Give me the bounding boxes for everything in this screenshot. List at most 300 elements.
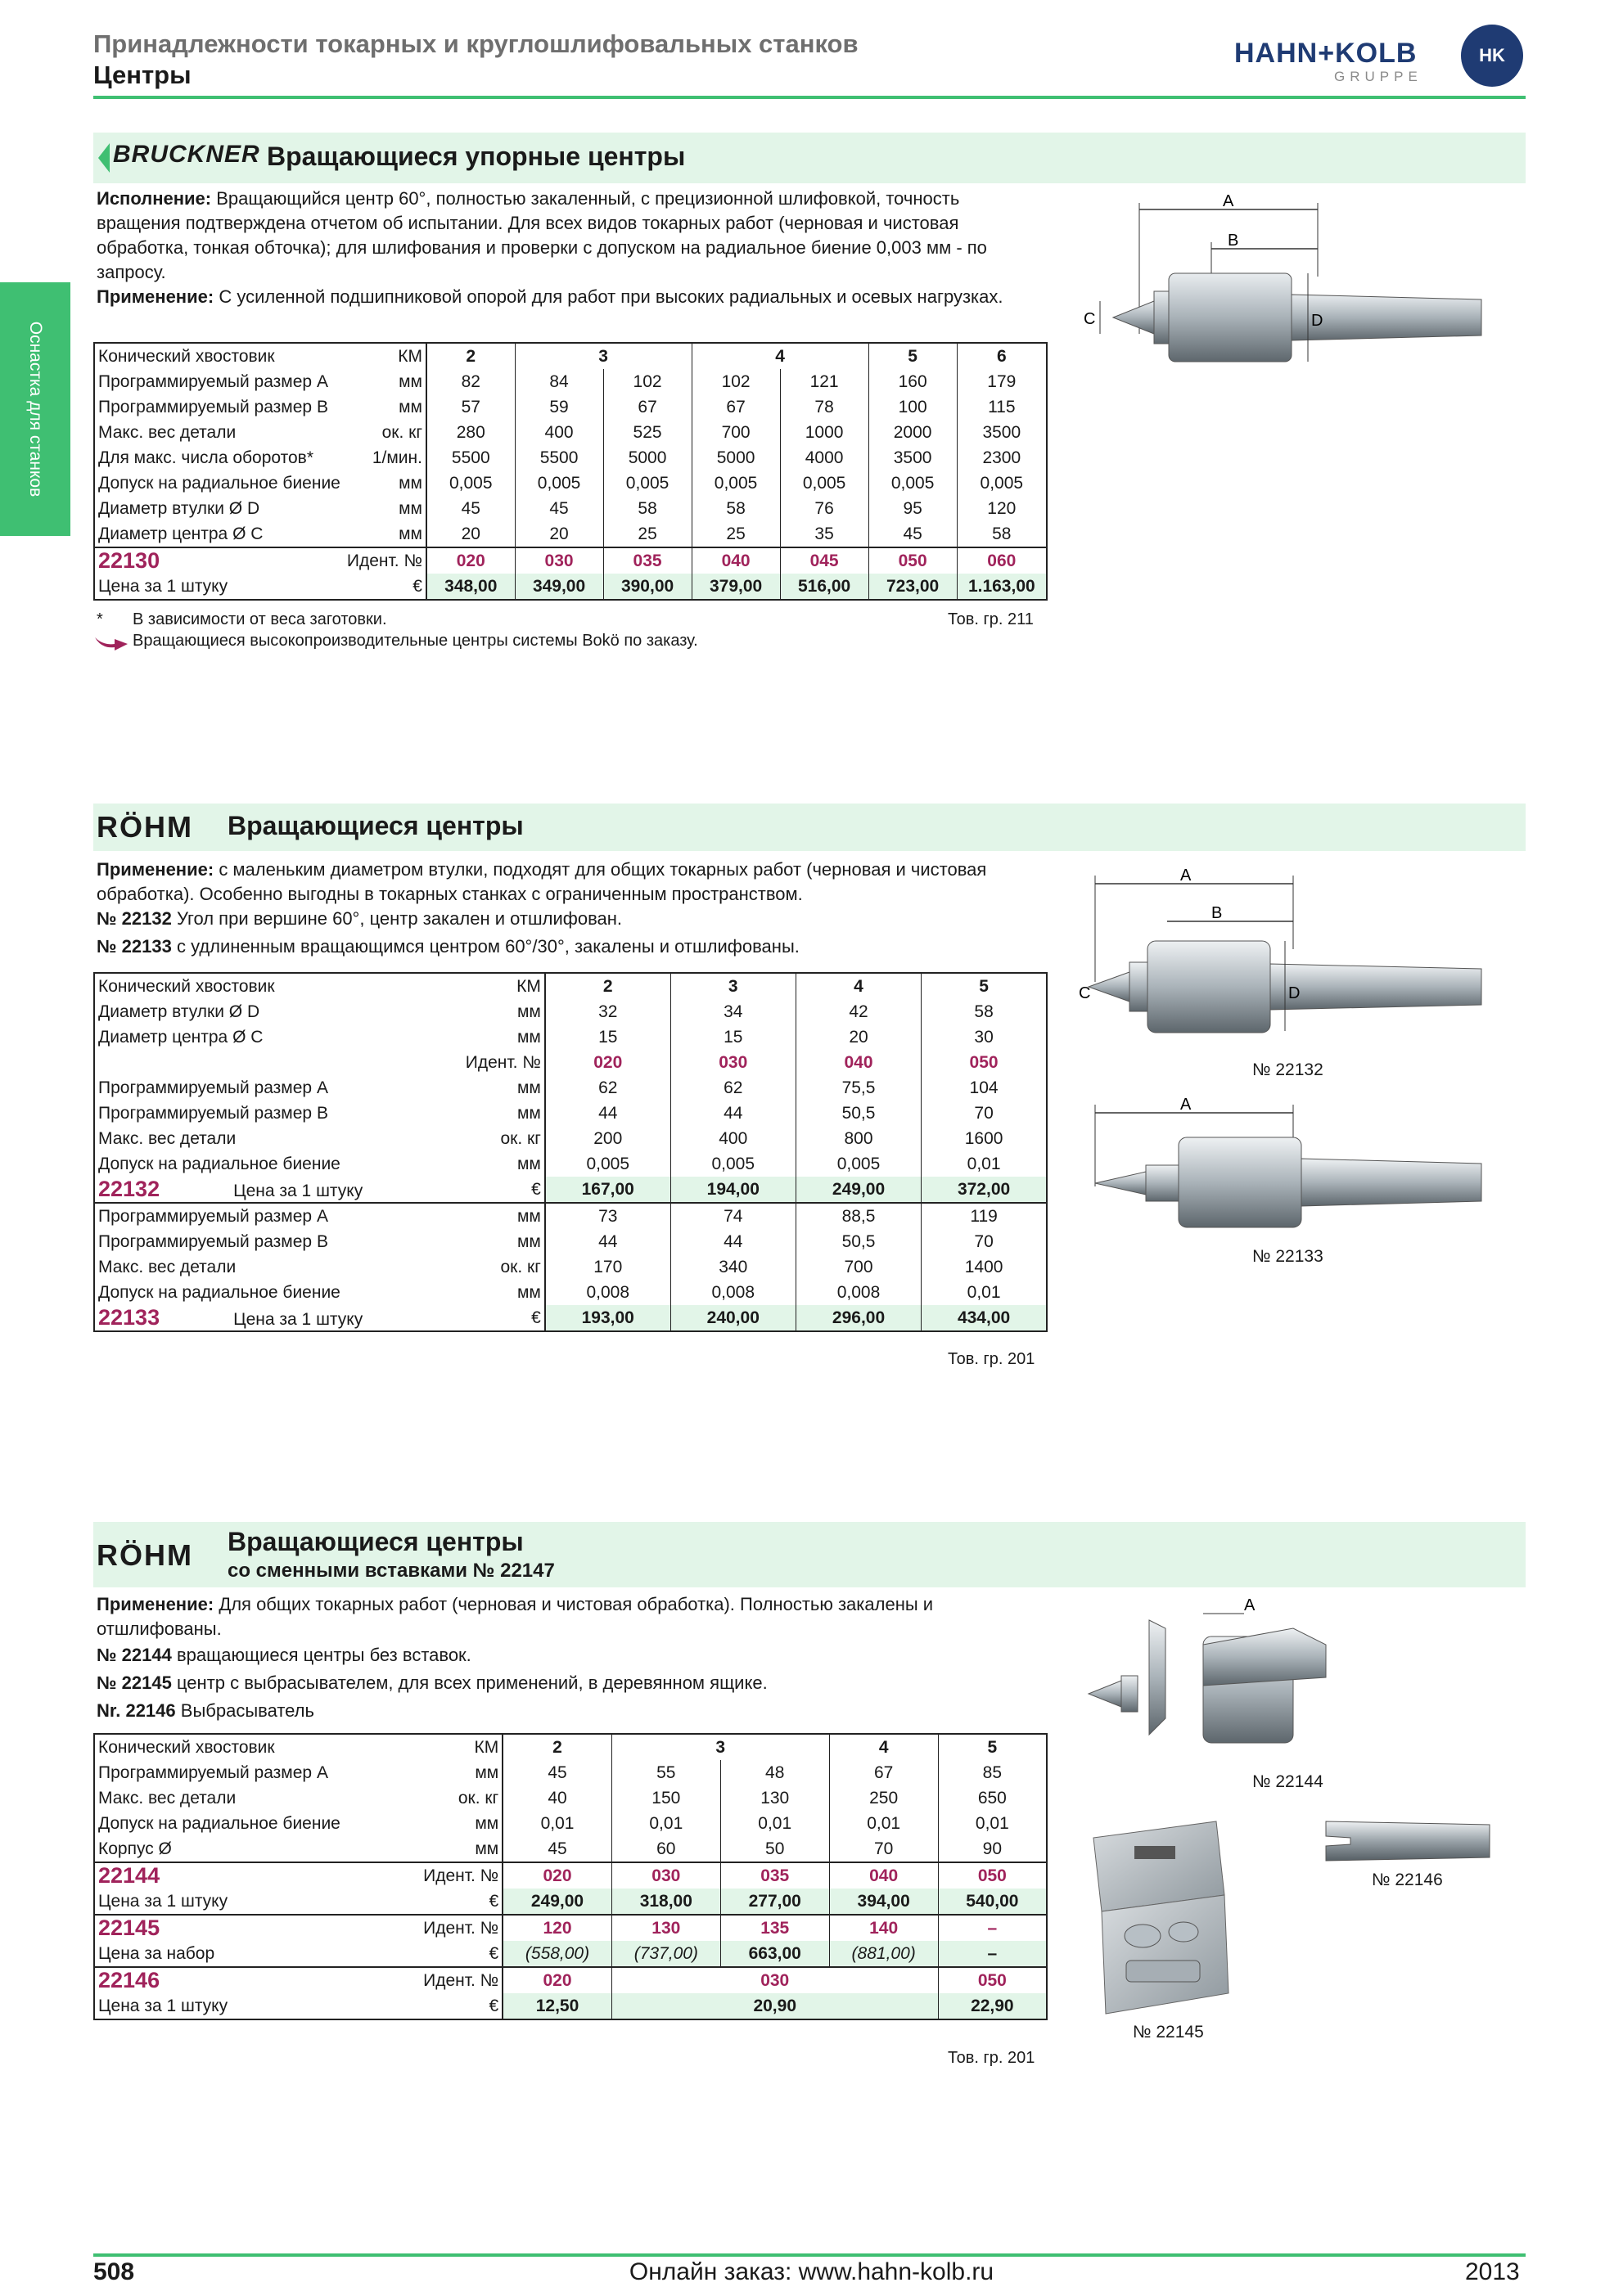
cell-value: 0,01 [967,1154,1001,1173]
cell-value: 57 [426,394,515,420]
price-value: 348,00 [426,574,515,600]
row-label: Программируемый размер A [94,1203,458,1229]
article-cell [94,547,344,574]
cell-value: 2300 [982,448,1021,467]
cell-value: 50,5 [796,1101,921,1126]
cell-value: 0,008 [796,1280,921,1305]
n1-text: Угол при вершине 60°, центр закален и отшлифован. [176,908,623,929]
row-label: Диаметр центра Ø C [98,524,264,543]
price-value: 379,00 [692,574,780,600]
row-label: Конический хвостовик [98,346,275,366]
cell-value: 3 [670,973,796,999]
cell-value: 55 [611,1760,720,1785]
row-unit: € [420,1941,503,1967]
cell-value: 44 [670,1229,796,1254]
cell-value: 340 [670,1254,796,1280]
row-label: Диаметр центра Ø C [98,1027,264,1047]
cell-value: 0,01 [720,1811,829,1836]
price-value: 240,00 [670,1305,796,1331]
row-unit: € [420,1889,503,1915]
row-unit: ок. кг [420,1785,503,1811]
ident-value: 020 [545,1050,670,1075]
spec-row [94,999,1047,1024]
cell-value: 0,005 [692,470,780,496]
cell-value: 119 [922,1203,1047,1229]
ident-value: 060 [957,547,1047,574]
exec-label: Исполнение: [97,188,212,209]
footer-rule [93,2253,1526,2257]
price-value: 663,00 [720,1941,829,1967]
row-label [94,1177,458,1203]
section3-title: Вращающиеся центры [228,1527,524,1556]
cell-value: 75,5 [796,1075,921,1101]
cell-value: 1000 [780,420,868,445]
cell-value: 58 [692,496,780,521]
cell-value: 2 [426,343,515,369]
price-value: 249,00 [796,1177,921,1203]
cell-value: 45 [868,521,957,547]
brand-logo-sub: GRUPPE [1334,69,1422,84]
header-rule [93,96,1526,99]
cell-value: 60 [611,1836,720,1862]
app-label: Применение: [97,1594,214,1614]
article-number: 22130 [98,548,160,573]
row-unit: мм [420,1836,503,1862]
ident-value: 020 [426,547,515,574]
spec-row [94,394,1047,420]
cell-value: 250 [829,1785,938,1811]
row-unit: мм [458,999,545,1024]
cell-value: 15 [545,1024,670,1050]
section2-tovgr: Тов. гр. 201 [948,1350,1035,1368]
price-row [94,574,1047,600]
svg-text:A: A [1244,1596,1256,1614]
row-unit: мм [344,496,426,521]
price-value: 516,00 [780,574,868,600]
caption-22133: № 22133 [1252,1247,1323,1266]
spec-row [94,369,1047,394]
ident-value: 030 [611,1967,938,1993]
n1-label: № 22132 [97,908,172,929]
section3-n3 [97,1699,1046,1723]
ident-value: 030 [670,1050,796,1075]
spec-row [94,1280,1047,1305]
section3-table [93,1733,1048,2020]
cell-value: 44 [670,1101,796,1126]
row-label: Программируемый размер A [98,371,328,391]
row-unit: € [420,1993,503,2019]
ident-value: 040 [796,1050,921,1075]
row-unit: Идент. № [420,1862,503,1889]
article-number: 22133 [98,1305,160,1330]
svg-text:D: D [1288,984,1301,1002]
row-unit: КМ [458,973,545,999]
svg-text:B: B [1228,232,1239,250]
row-unit: мм [344,369,426,394]
ident-value: 135 [720,1915,829,1941]
cell-value: 0,005 [426,470,515,496]
ident-row [94,1050,1047,1075]
cell-value: 85 [982,1763,1003,1782]
brand-logo-mark: HK [1461,25,1523,87]
ident-row [94,1915,1047,1941]
cell-value: 3 [611,1734,829,1760]
ident-value: 040 [829,1862,938,1889]
row-unit: ок. кг [458,1254,545,1280]
cell-value: 0,005 [545,1151,670,1177]
row-label: Программируемый размер A [98,1078,328,1097]
cell-value: 88,5 [796,1203,921,1229]
cell-value: 95 [868,496,957,521]
row-label: Для макс. числа оборотов* [98,448,314,467]
row-label [94,1305,458,1331]
spec-row [94,521,1047,547]
cell-value: 4 [692,343,868,369]
price-value: 723,00 [868,574,957,600]
row-unit: ок. кг [458,1126,545,1151]
cell-value: 525 [603,420,692,445]
price-row [94,1941,1047,1967]
wooden-case-drawing-22145 [1085,1813,1233,2018]
ident-value: 050 [868,547,957,574]
brand-bruckner: BRUCKNER [113,141,260,168]
cell-value: 15 [670,1024,796,1050]
ident-row [94,1967,1047,1993]
caption-22146: № 22146 [1372,1871,1443,1889]
cell-value: 0,005 [780,470,868,496]
cell-value: 0,008 [670,1280,796,1305]
row-unit: мм [458,1075,545,1101]
section2-n2 [97,934,1046,959]
row-label: Макс. вес детали [98,422,237,442]
article-cell [94,1915,420,1941]
brand-rohm: RÖHM [97,810,193,844]
svg-text:C: C [1084,310,1096,328]
price-value: 22,90 [938,1993,1047,2019]
row-label [94,1050,458,1075]
row-label: Конический хвостовик [98,1737,275,1757]
ident-value: 050 [969,1052,999,1072]
live-center-drawing-1 [1080,192,1506,391]
ident-value: – [938,1915,1047,1941]
row-label: Диаметр втулки Ø D [98,1002,260,1021]
cell-value: 200 [545,1126,670,1151]
row-unit: мм [458,1101,545,1126]
row-label: Программируемый размер A [98,1763,328,1782]
cell-value: 76 [780,496,868,521]
cell-value: 70 [974,1103,994,1123]
row-label: Допуск на радиальное биение [98,1813,340,1833]
cell-value: 62 [670,1075,796,1101]
cell-value: 121 [780,369,868,394]
spec-row [94,496,1047,521]
n2-text: с удлиненным вращающимся центром 60°/30°, закалены и отшлифованы. [176,936,800,957]
row-unit: мм [458,1229,545,1254]
n1-label: № 22144 [97,1645,172,1665]
cell-value: 5 [987,1737,998,1757]
section2-title: Вращающиеся центры [228,811,524,840]
n2-label: № 22145 [97,1672,172,1693]
row-unit: Идент. № [420,1915,503,1941]
cell-value: 59 [515,394,603,420]
section2-table [93,972,1048,1332]
cell-value: 50,5 [796,1229,921,1254]
cell-value: 5500 [515,445,603,470]
n3-label: Nr. 22146 [97,1700,176,1721]
page-number: 508 [93,2258,135,2285]
cell-value: 2000 [868,420,957,445]
price-value: 193,00 [545,1305,670,1331]
row-unit: Идент. № [344,547,426,574]
section3-app [97,1592,1046,1641]
svg-text:A: A [1180,1096,1192,1114]
n3-text: Выбрасыватель [180,1700,314,1721]
price-label: Цена за 1 штуку [233,1182,363,1200]
spec-row [94,420,1047,445]
cell-value: 102 [603,369,692,394]
cell-value: 100 [868,394,957,420]
row-label: Цена за 1 штуку [94,1889,420,1915]
cell-value: 120 [987,498,1017,518]
price-value: 390,00 [603,574,692,600]
row-label: Цена за набор [94,1941,420,1967]
ident-row [94,1862,1047,1889]
spec-row [94,1101,1047,1126]
row-label: Макс. вес детали [98,1788,237,1808]
n2-label: № 22133 [97,936,172,957]
cell-value: 1600 [964,1128,1003,1148]
svg-text:B: B [1211,904,1223,922]
n2-text: центр с выбрасывателем, для всех применений, в деревянном ящике. [176,1672,768,1693]
cell-value: 20 [426,521,515,547]
app-text: с маленьким диаметром втулки, подходят для общих токарных работ (черновая и чистовая обработка). Особенно выгодны в токарных станках с ограниченным пространством. [97,859,987,904]
price-row [94,1305,1047,1331]
cell-value: 800 [796,1126,921,1151]
cell-value: 70 [829,1836,938,1862]
cell-value: 40 [503,1785,611,1811]
cell-value: 74 [670,1203,796,1229]
ident-value: 030 [611,1862,720,1889]
cell-value: 0,01 [611,1811,720,1836]
cell-value: 32 [545,999,670,1024]
app-text: Для общих токарных работ (черновая и чистовая обработка). Полностью закалены и отшлифованы. [97,1594,934,1639]
cell-value: 2 [503,1734,611,1760]
ident-value: 020 [503,1967,611,1993]
row-unit: мм [458,1280,545,1305]
row-unit: мм [420,1811,503,1836]
cell-value: 0,01 [967,1282,1001,1302]
cell-value: 58 [992,524,1012,543]
price-value: (558,00) [503,1941,611,1967]
price-value: 540,00 [938,1889,1047,1915]
footer-year: 2013 [1465,2258,1520,2285]
cell-value: 82 [426,369,515,394]
cell-value: 104 [969,1078,999,1097]
live-center-drawing-22133 [1080,1096,1506,1236]
spec-row [94,1229,1047,1254]
row-label: Корпус Ø [98,1839,172,1858]
ident-value: 020 [503,1862,611,1889]
row-label: Макс. вес детали [98,1128,237,1148]
row-unit: мм [420,1760,503,1785]
cell-value: 0,005 [603,470,692,496]
row-label: Программируемый размер B [98,1231,328,1251]
spec-row [94,1836,1047,1862]
cell-value: 6 [996,346,1007,366]
cell-value: 25 [603,521,692,547]
cell-value: 0,01 [503,1811,611,1836]
row-label: Диаметр втулки Ø D [98,498,260,518]
spec-row [94,1760,1047,1785]
footer-order-link[interactable]: Онлайн заказ: www.hahn-kolb.ru [629,2258,994,2285]
cell-value: 0,005 [796,1151,921,1177]
spec-row [94,1811,1047,1836]
ident-value: 035 [720,1862,829,1889]
section1-title: Вращающиеся упорные центры [267,142,686,171]
price-value: 1.163,00 [957,574,1047,600]
cell-value: 5000 [692,445,780,470]
section1-exec [97,187,1046,285]
cell-value: 0,005 [868,470,957,496]
brand-rohm: RÖHM [97,1538,193,1572]
cell-value: 45 [515,496,603,521]
cell-value: 3500 [868,445,957,470]
cell-value: 67 [603,394,692,420]
spec-row [94,470,1047,496]
section2-app [97,858,1046,907]
row-label: Допуск на радиальное биение [98,473,340,493]
spec-row [94,343,1047,369]
cell-value: 150 [611,1785,720,1811]
row-label: Программируемый размер B [98,1103,328,1123]
price-value: 194,00 [670,1177,796,1203]
cell-value: 700 [796,1254,921,1280]
svg-text:A: A [1223,192,1234,210]
ident-value: 050 [938,1862,1047,1889]
article-number: 22146 [98,1968,160,1992]
svg-text:D: D [1311,312,1323,330]
spec-row [94,1734,1047,1760]
cell-value: 62 [545,1075,670,1101]
price-value: 434,00 [922,1305,1047,1331]
cell-value: 44 [545,1229,670,1254]
price-row [94,1993,1047,2019]
note1: В зависимости от веса заготовки. [133,610,387,628]
spec-row [94,1126,1047,1151]
cell-value: 67 [692,394,780,420]
cell-value: 35 [780,521,868,547]
row-label: Программируемый размер B [98,397,328,416]
cell-value: 67 [829,1760,938,1785]
price-value: 296,00 [796,1305,921,1331]
row-unit: Идент. № [458,1050,545,1075]
live-center-drawing-22144 [1080,1596,1326,1759]
cell-value: 20 [796,1024,921,1050]
cell-value: 42 [796,999,921,1024]
cell-value: 0,01 [975,1813,1009,1833]
note2: Вращающиеся высокопроизводительные центры системы Bokö по заказу. [133,632,698,650]
row-unit: мм [458,1024,545,1050]
section3-subtitle: со сменными вставками № 22147 [228,1560,555,1582]
cell-value: 45 [503,1760,611,1785]
spec-row [94,1785,1047,1811]
row-label: Допуск на радиальное биение [98,1154,340,1173]
ident-value: 035 [603,547,692,574]
row-label: Конический хвостовик [98,976,275,996]
cell-value: 58 [603,496,692,521]
cell-value: 400 [670,1126,796,1151]
live-center-drawing-22132 [1080,867,1506,1047]
price-value: 372,00 [922,1177,1047,1203]
row-unit: € [458,1305,545,1331]
cell-value: 160 [868,369,957,394]
cell-value: 48 [720,1760,829,1785]
cell-value: 4000 [780,445,868,470]
article-number: 22132 [98,1177,160,1201]
cell-value: 5500 [426,445,515,470]
caption-22145: № 22145 [1133,2023,1204,2042]
price-value: (881,00) [829,1941,938,1967]
cell-value: 70 [974,1231,994,1251]
ident-value: 120 [503,1915,611,1941]
section1-tovgr: Тов. гр. 211 [948,610,1034,628]
header-title-line1: Принадлежности токарных и круглошлифовальных станков [93,29,859,58]
n1-text: вращающиеся центры без вставок. [176,1645,471,1665]
cell-value: 3500 [982,422,1021,442]
row-label: Цена за 1 штуку [94,1993,420,2019]
cell-value: 30 [974,1027,994,1047]
cell-value: 650 [977,1788,1007,1808]
cell-value: 34 [670,999,796,1024]
row-label: Цена за 1 штуку [94,574,344,600]
cell-value: 44 [545,1101,670,1126]
cell-value: 4 [829,1734,938,1760]
bruckner-arrow-icon [98,143,110,173]
price-row [94,1177,1047,1203]
spec-row [94,1075,1047,1101]
caption-22144: № 22144 [1252,1772,1323,1791]
cell-value: 0,008 [545,1280,670,1305]
cell-value: 280 [426,420,515,445]
hint-arrow-icon [95,634,128,651]
brand-logo-text: HAHN+KOLB [1234,38,1418,69]
cell-value: 90 [982,1839,1003,1858]
spec-row [94,1024,1047,1050]
price-value: 318,00 [611,1889,720,1915]
ident-row [94,547,1047,574]
cell-value: 20 [515,521,603,547]
cell-value: 45 [503,1836,611,1862]
cell-value: 5000 [603,445,692,470]
cell-value: 0,005 [980,473,1024,493]
cell-value: 0,005 [670,1151,796,1177]
cell-value: 0,01 [829,1811,938,1836]
ident-value: 130 [611,1915,720,1941]
svg-text:A: A [1180,867,1192,885]
cell-value: 50 [720,1836,829,1862]
cell-value: 73 [545,1203,670,1229]
cell-value: 115 [988,397,1016,416]
row-unit: € [344,574,426,600]
row-unit: КМ [420,1734,503,1760]
cell-value: 3 [515,343,692,369]
price-row [94,1889,1047,1915]
side-tab [0,282,70,536]
cell-value: 1400 [964,1257,1003,1276]
row-unit: мм [344,521,426,547]
price-value: (737,00) [611,1941,720,1967]
cell-value: 5 [868,343,957,369]
